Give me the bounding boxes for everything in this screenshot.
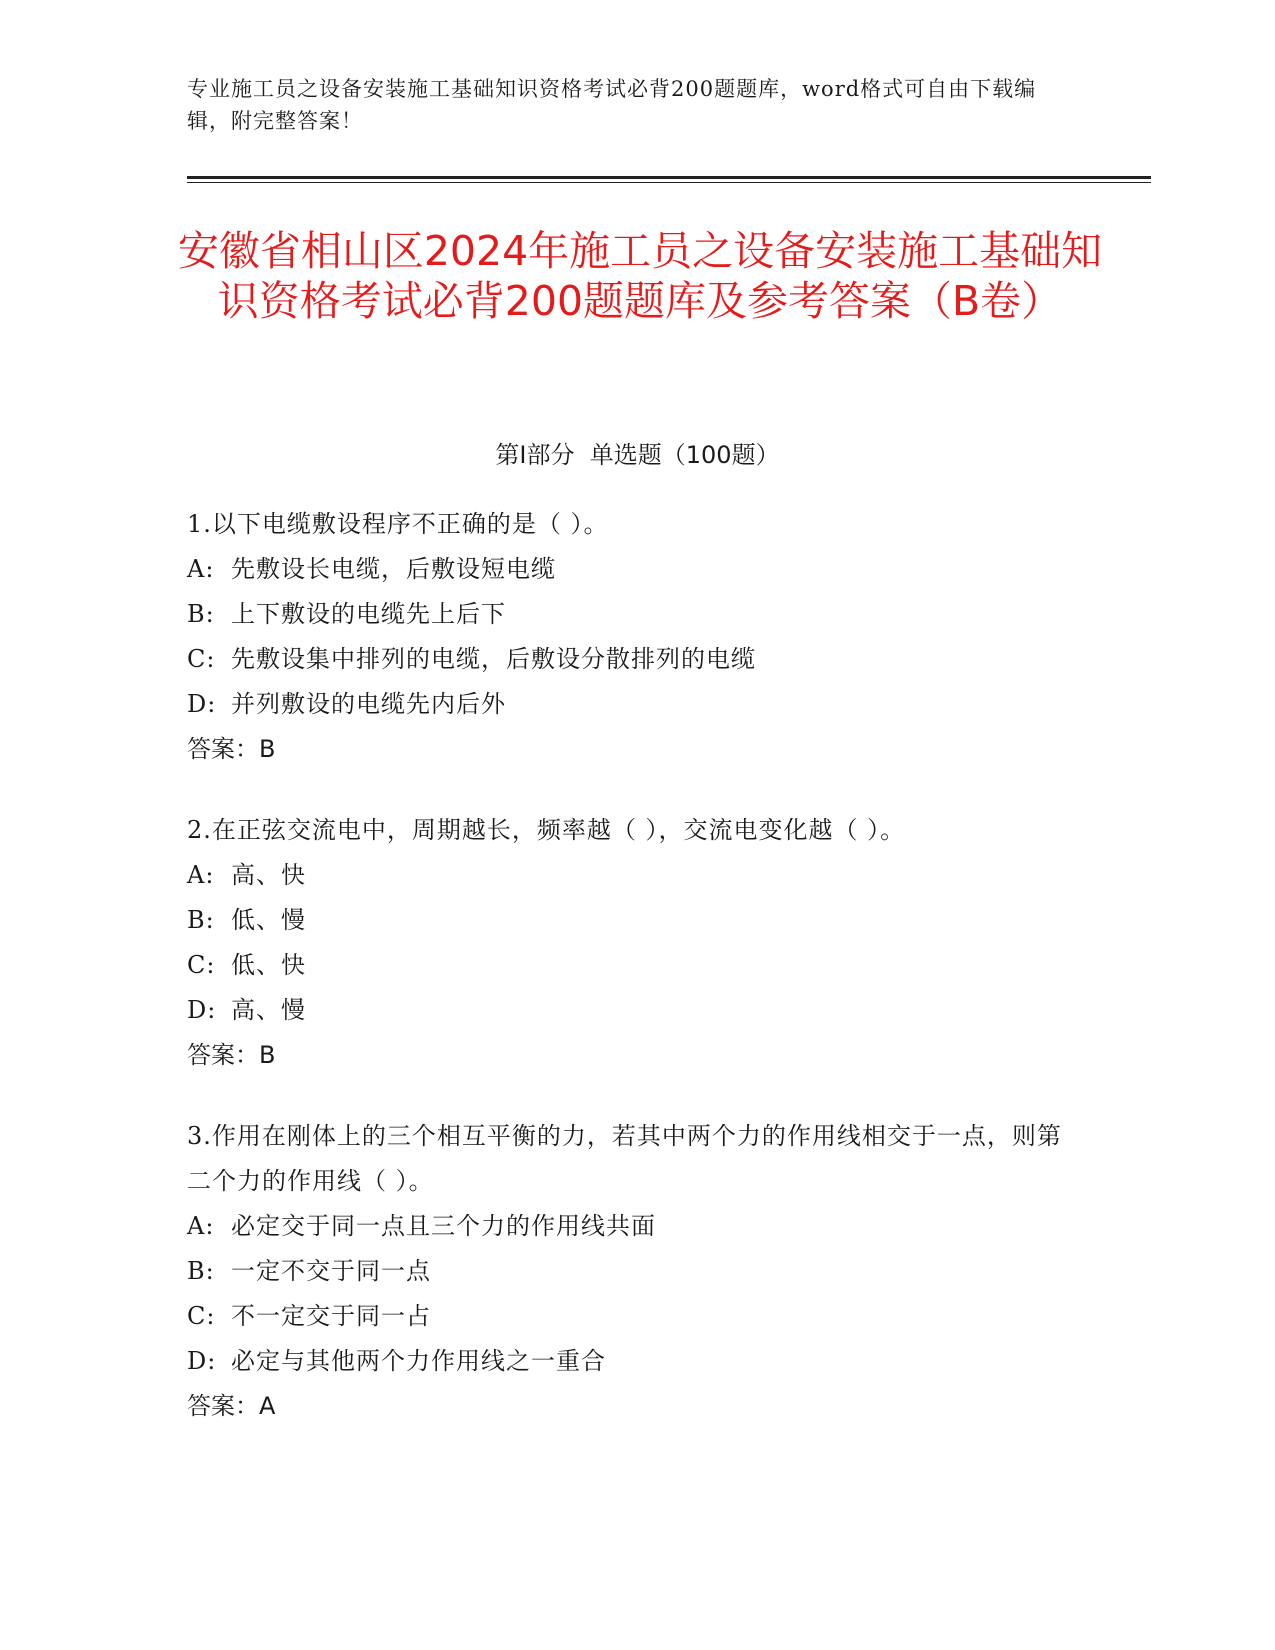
document-title: 安徽省相山区2024年施工员之设备安装施工基础知识资格考试必背200题题库及参考答案（B卷） [177,227,1103,325]
header-note: 专业施工员之设备安装施工基础知识资格考试必背200题题库，word格式可自由下载编辑，附完整答案！ [187,77,1037,133]
option-key: D: [187,690,217,718]
section-name: 单选题（100题） [589,441,780,469]
option-key: A: [187,861,215,889]
option-text: 先敷设长电缆，后敷设短电缆 [231,555,556,583]
option-a [187,1204,1067,1249]
option-key: B: [187,906,215,934]
option-a [187,853,1067,898]
option-a [187,547,1067,592]
option-text: 一定不交于同一点 [231,1257,431,1285]
option-b [187,592,1067,637]
answer: 答案：B [187,1041,276,1069]
option-c [187,1294,1067,1339]
option-key: C: [187,645,216,673]
option-text: 低、慢 [231,906,306,934]
answer: 答案：B [187,735,276,763]
option-text: 必定与其他两个力作用线之一重合 [231,1347,606,1375]
option-text: 上下敷设的电缆先上后下 [231,600,506,628]
option-text: 低、快 [231,951,306,979]
question-3 [187,1114,1067,1429]
question-stem: 1.以下电缆敷设程序不正确的是（ ）。 [187,510,609,538]
question-stem: 3.作用在刚体上的三个相互平衡的力，若其中两个力的作用线相交于一点，则第二个力的作用线（ ）。 [187,1122,1062,1195]
question-2 [187,808,1067,1078]
option-d [187,682,1067,727]
option-text: 高、快 [231,861,306,889]
option-key: D: [187,996,217,1024]
option-key: A: [187,1212,215,1240]
section-heading [0,438,1275,472]
option-text: 高、慢 [231,996,306,1024]
option-key: C: [187,951,216,979]
option-key: C: [187,1302,216,1330]
question-1 [187,502,1067,772]
option-key: B: [187,600,215,628]
option-b [187,898,1067,943]
option-text: 不一定交于同一占 [231,1302,431,1330]
section-label: 第I部分 [495,441,575,469]
option-text: 并列敷设的电缆先内后外 [231,690,506,718]
option-text: 先敷设集中排列的电缆，后敷设分散排列的电缆 [231,645,756,673]
option-key: B: [187,1257,215,1285]
answer: 答案：A [187,1392,276,1420]
option-d [187,1339,1067,1384]
option-c [187,943,1067,988]
header-divider-thin [187,182,1151,183]
option-text: 必定交于同一点且三个力的作用线共面 [231,1212,656,1240]
option-key: D: [187,1347,217,1375]
option-c [187,637,1067,682]
question-stem: 2.在正弦交流电中，周期越长，频率越（ ），交流电变化越（ ）。 [187,816,906,844]
option-key: A: [187,555,215,583]
header-divider-thick [187,176,1151,179]
option-b [187,1249,1067,1294]
option-d [187,988,1067,1033]
